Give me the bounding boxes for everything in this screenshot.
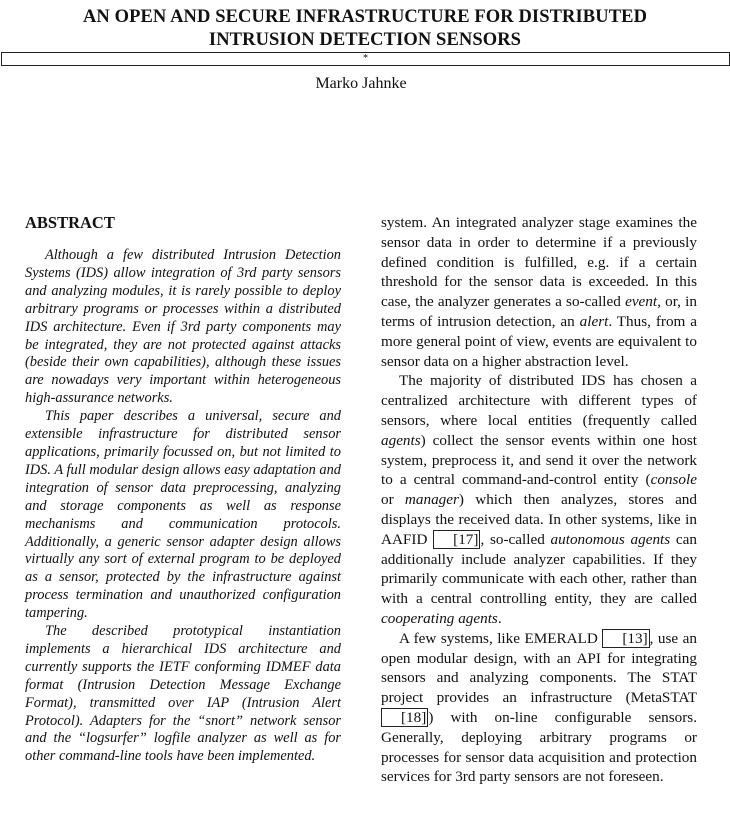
emphasis-cooperating-agents: cooperating agents xyxy=(381,609,498,627)
abstract-column xyxy=(25,213,341,766)
paper-title xyxy=(0,6,730,66)
emphasis-console: console xyxy=(650,471,697,489)
body-paragraph-1 xyxy=(381,213,697,371)
emphasis-autonomous-agents: autonomous agents xyxy=(550,530,671,548)
citation-link-13[interactable]: [13] xyxy=(602,629,649,648)
body-column xyxy=(381,213,697,787)
abstract-paragraph-1: Although a few distributed Intrusion Detection Systems (IDS) allow integration of 3rd party sensors and analyzing modules, it is rarely possible to deploy arbitrary programs or processes within a distributed IDS architecture. Even if 3rd party components may be integrated, they are not protected against attacks (beside their own capabilities), although these issues are nowadays very important within heterogeneous high-assurance networks. xyxy=(25,247,341,407)
text-run: . xyxy=(497,609,502,627)
text-run: , use an open modular design, with an API for integrating sensors and analyzing components. The STAT project provides an infrastructure (MetaSTAT xyxy=(381,629,697,707)
author-name: Marko Jahnke xyxy=(315,75,407,92)
emphasis-manager: manager xyxy=(404,491,459,509)
title-line-1: AN OPEN AND SECURE INFRASTRUCTURE FOR DISTRIBUTED xyxy=(82,7,648,27)
abstract-paragraph-2: This paper describes a universal, secure and extensible infrastructure for distributed sensor applications, primarily focussed on, but not limited to IDS. A full modular design allows easy adaptation and integration of sensor data preprocessing, analyzing and storage components as well as response mechanisms and communication protocols. Additionally, a generic sensor adapter design allows virtually any sort of external program to be deployed as a sensor, protected by the infrastructure against process termination and unauthorized configuration tampering. xyxy=(25,408,341,622)
body-paragraph-2 xyxy=(381,371,697,628)
text-run: system. An integrated analyzer stage examines the sensor data in order to determine if a previously defined condition is fulfilled, e.g. if a certain threshold for the sensor data is exceeded. In this case, the analyzer generates a so-called xyxy=(381,214,697,311)
title-line-2 xyxy=(0,29,730,66)
text-run: ) collect the sensor events within one host system, preprocess it, and send it over the network to a central command-and-control entity ( xyxy=(381,431,697,489)
text-run: , so-called xyxy=(480,530,551,548)
text-run: . Thus, from a more general point of view, events are equivalent to sensor data on a higher abstraction level. xyxy=(381,312,697,370)
abstract-heading: ABSTRACT xyxy=(25,213,115,232)
emphasis-event: event xyxy=(625,293,658,311)
body-paragraph-3 xyxy=(381,629,697,787)
emphasis-agents: agents xyxy=(381,431,421,449)
text-run: , or, in terms of intrusion detection, an xyxy=(381,293,697,330)
abstract-paragraph-3: The described prototypical instantiation implements a hierarchical IDS architecture and currently supports the IETF conforming IDMEF data format (Intrusion Detection Message Exchange Format), transmitted over IAP (Intrusion Alert Protocol). Adapters for the “snort” network sensor and the “logsurfer” logfile analyzer as well as for other command-line tools have been implemented. xyxy=(25,623,341,765)
text-run: ) with on-line configurable sensors. Generally, deploying arbitrary programs or processes for sensor data acquisition and protection services for 3rd party sensors are not foreseen. xyxy=(381,708,697,786)
text-run: A few systems, like EMERALD xyxy=(399,629,603,647)
citation-link-18[interactable]: [18] xyxy=(381,708,428,727)
text-run: or xyxy=(381,491,405,509)
title-line-2-text: INTRUSION DETECTION SENSORS xyxy=(208,30,522,50)
emphasis-alert: alert xyxy=(579,312,609,330)
citation-link-17[interactable]: [17] xyxy=(433,530,480,549)
title-footnote-link[interactable]: * xyxy=(1,52,730,66)
text-run: can additionally include analyzer capabilities. If they primarily communicate with each other, rather than with a central controlling entity, they are called xyxy=(381,530,697,608)
text-run: The majority of distributed IDS has chosen a centralized architecture with different types of sensors, where local entities (frequently called xyxy=(381,372,697,429)
text-run: ) which then analyzes, stores and displays the received data. In other systems, like in AAFID xyxy=(381,491,697,548)
